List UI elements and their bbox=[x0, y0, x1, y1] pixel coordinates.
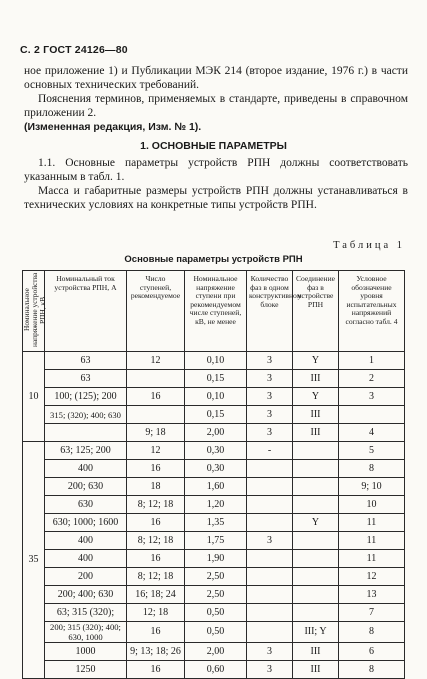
cell-test-level: 7 bbox=[339, 604, 405, 622]
cell-test-level bbox=[339, 406, 405, 424]
paragraph-1-1: 1.1. Основные параметры устройств РПН должны соответствовать указанным в табл. 1. bbox=[24, 157, 408, 183]
cell-steps: 8; 12; 18 bbox=[127, 532, 185, 550]
cell-phases: 3 bbox=[247, 532, 293, 550]
cell-steps: 9; 13; 18; 26 bbox=[127, 643, 185, 661]
cell-current: 100; (125); 200 bbox=[45, 388, 127, 406]
cell-current: 315; (320); 400; 630 bbox=[45, 406, 127, 424]
cell-test-level: 1 bbox=[339, 352, 405, 370]
header-step-voltage: Номинальное напряжение ступени при рекомендуемом числе ступеней, кВ, не менее bbox=[185, 271, 247, 352]
cell-current: 200; 630 bbox=[45, 478, 127, 496]
cell-phases: 3 bbox=[247, 370, 293, 388]
table-row bbox=[23, 406, 405, 424]
cell-test-level: 6 bbox=[339, 643, 405, 661]
table-row bbox=[23, 586, 405, 604]
cell-step-voltage: 0,15 bbox=[185, 406, 247, 424]
cell-phases: 3 bbox=[247, 643, 293, 661]
cell-steps: 16 bbox=[127, 550, 185, 568]
cell-step-voltage: 2,50 bbox=[185, 568, 247, 586]
header-test-level: Условное обозначение уровня испытательных напряжений согласно табл. 4 bbox=[339, 271, 405, 352]
header-connection: Соединение фаз в устройстве РПН bbox=[293, 271, 339, 352]
cell-steps: 16 bbox=[127, 661, 185, 679]
table-row bbox=[23, 460, 405, 478]
cell-test-level: 8 bbox=[339, 460, 405, 478]
cell-test-level: 3 bbox=[339, 388, 405, 406]
cell-current: 1000 bbox=[45, 643, 127, 661]
cell-step-voltage: 1,35 bbox=[185, 514, 247, 532]
section-title: 1. ОСНОВНЫЕ ПАРАМЕТРЫ bbox=[140, 140, 287, 152]
cell-connection: III bbox=[293, 643, 339, 661]
cell-current bbox=[45, 424, 127, 442]
cell-phases bbox=[247, 478, 293, 496]
cell-step-voltage: 0,10 bbox=[185, 352, 247, 370]
cell-phases bbox=[247, 622, 293, 643]
header-voltage: Номинальное напряжение устройства РПН, кВ bbox=[23, 271, 45, 352]
cell-test-level: 10 bbox=[339, 496, 405, 514]
cell-test-level: 8 bbox=[339, 622, 405, 643]
cell-phases bbox=[247, 550, 293, 568]
cell-connection bbox=[293, 604, 339, 622]
cell-phases: 3 bbox=[247, 424, 293, 442]
table-row bbox=[23, 442, 405, 460]
table-row bbox=[23, 478, 405, 496]
cell-connection bbox=[293, 442, 339, 460]
table-header-row bbox=[23, 271, 405, 352]
cell-steps: 16 bbox=[127, 622, 185, 643]
cell-test-level: 2 bbox=[339, 370, 405, 388]
cell-current: 200; 400; 630 bbox=[45, 586, 127, 604]
cell-step-voltage: 0,50 bbox=[185, 604, 247, 622]
cell-test-level: 4 bbox=[339, 424, 405, 442]
cell-connection bbox=[293, 478, 339, 496]
cell-connection: III; Y bbox=[293, 622, 339, 643]
cell-current: 63; 125; 200 bbox=[45, 442, 127, 460]
cell-current: 1250 bbox=[45, 661, 127, 679]
cell-step-voltage: 1,20 bbox=[185, 496, 247, 514]
cell-connection: III bbox=[293, 661, 339, 679]
cell-connection bbox=[293, 568, 339, 586]
cell-connection bbox=[293, 460, 339, 478]
cell-test-level: 11 bbox=[339, 532, 405, 550]
cell-steps: 9; 18 bbox=[127, 424, 185, 442]
cell-step-voltage: 0,60 bbox=[185, 661, 247, 679]
cell-current: 63; 315 (320); bbox=[45, 604, 127, 622]
cell-test-level: 13 bbox=[339, 586, 405, 604]
cell-current: 400 bbox=[45, 550, 127, 568]
table-row bbox=[23, 352, 405, 370]
cell-phases: 3 bbox=[247, 388, 293, 406]
cell-voltage: 35 bbox=[23, 442, 45, 679]
cell-connection bbox=[293, 496, 339, 514]
cell-current: 630 bbox=[45, 496, 127, 514]
cell-step-voltage: 0,30 bbox=[185, 460, 247, 478]
cell-test-level: 11 bbox=[339, 550, 405, 568]
cell-step-voltage: 1,75 bbox=[185, 532, 247, 550]
cell-step-voltage: 0,30 bbox=[185, 442, 247, 460]
cell-phases: 3 bbox=[247, 406, 293, 424]
cell-current: 630; 1000; 1600 bbox=[45, 514, 127, 532]
cell-steps bbox=[127, 406, 185, 424]
cell-phases bbox=[247, 586, 293, 604]
parameters-table bbox=[22, 270, 405, 679]
cell-test-level: 12 bbox=[339, 568, 405, 586]
table-row bbox=[23, 514, 405, 532]
cell-connection bbox=[293, 550, 339, 568]
cell-phases bbox=[247, 514, 293, 532]
cell-steps: 8; 12; 18 bbox=[127, 496, 185, 514]
cell-connection: III bbox=[293, 370, 339, 388]
cell-step-voltage: 1,60 bbox=[185, 478, 247, 496]
cell-steps: 12 bbox=[127, 352, 185, 370]
cell-connection: Y bbox=[293, 352, 339, 370]
cell-current: 400 bbox=[45, 532, 127, 550]
table-row bbox=[23, 388, 405, 406]
cell-phases: 3 bbox=[247, 661, 293, 679]
page-header: С. 2 ГОСТ 24126—80 bbox=[20, 44, 128, 56]
table-label: Таблица 1 bbox=[333, 240, 405, 251]
table-row bbox=[23, 604, 405, 622]
cell-current: 200 bbox=[45, 568, 127, 586]
cell-steps: 8; 12; 18 bbox=[127, 568, 185, 586]
cell-phases: 3 bbox=[247, 352, 293, 370]
header-current: Номинальный ток устройства РПН, А bbox=[45, 271, 127, 352]
cell-connection bbox=[293, 532, 339, 550]
cell-steps: 16 bbox=[127, 388, 185, 406]
cell-connection bbox=[293, 586, 339, 604]
cell-steps: 16 bbox=[127, 514, 185, 532]
cell-connection: Y bbox=[293, 388, 339, 406]
table-row bbox=[23, 370, 405, 388]
cell-connection: III bbox=[293, 406, 339, 424]
cell-connection: Y bbox=[293, 514, 339, 532]
table-row bbox=[23, 661, 405, 679]
cell-steps: 12 bbox=[127, 442, 185, 460]
cell-step-voltage: 1,90 bbox=[185, 550, 247, 568]
cell-connection: III bbox=[293, 424, 339, 442]
table-row bbox=[23, 568, 405, 586]
table-row bbox=[23, 622, 405, 643]
cell-test-level: 11 bbox=[339, 514, 405, 532]
table-row bbox=[23, 532, 405, 550]
cell-current: 400 bbox=[45, 460, 127, 478]
cell-step-voltage: 2,00 bbox=[185, 424, 247, 442]
cell-step-voltage: 2,00 bbox=[185, 643, 247, 661]
cell-current: 63 bbox=[45, 370, 127, 388]
cell-steps: 16; 18; 24 bbox=[127, 586, 185, 604]
table-row bbox=[23, 643, 405, 661]
table-row bbox=[23, 424, 405, 442]
cell-phases bbox=[247, 604, 293, 622]
cell-current: 200; 315 (320); 400; 630, 1000 bbox=[45, 622, 127, 643]
cell-test-level: 9; 10 bbox=[339, 478, 405, 496]
header-phases: Количество фаз в одном конструктивном блоке bbox=[247, 271, 293, 352]
table-title: Основные параметры устройств РПН bbox=[124, 254, 303, 265]
amendment-note: (Измененная редакция, Изм. № 1). bbox=[24, 121, 202, 133]
cell-steps: 16 bbox=[127, 460, 185, 478]
cell-test-level: 8 bbox=[339, 661, 405, 679]
header-steps: Число ступеней, рекомендуемое bbox=[127, 271, 185, 352]
cell-test-level: 5 bbox=[339, 442, 405, 460]
cell-steps bbox=[127, 370, 185, 388]
cell-voltage: 10 bbox=[23, 352, 45, 442]
cell-step-voltage: 0,15 bbox=[185, 370, 247, 388]
paragraph-intro: ное приложение 1) и Публикации МЭК 214 (второе издание, 1976 г.) в части основных технических требований. bbox=[24, 65, 408, 91]
cell-phases bbox=[247, 460, 293, 478]
cell-phases bbox=[247, 568, 293, 586]
cell-step-voltage: 2,50 bbox=[185, 586, 247, 604]
table-row bbox=[23, 550, 405, 568]
cell-steps: 18 bbox=[127, 478, 185, 496]
table-row bbox=[23, 496, 405, 514]
cell-steps: 12; 18 bbox=[127, 604, 185, 622]
paragraph-mass: Масса и габаритные размеры устройств РПН должны устанавливаться в технических условиях на конкретные типы устройств РПН. bbox=[24, 185, 408, 211]
cell-phases: - bbox=[247, 442, 293, 460]
cell-step-voltage: 0,50 bbox=[185, 622, 247, 643]
paragraph-terms: Пояснения терминов, применяемых в стандарте, приведены в справочном приложении 2. bbox=[24, 93, 408, 119]
cell-phases bbox=[247, 496, 293, 514]
cell-step-voltage: 0,10 bbox=[185, 388, 247, 406]
cell-current: 63 bbox=[45, 352, 127, 370]
